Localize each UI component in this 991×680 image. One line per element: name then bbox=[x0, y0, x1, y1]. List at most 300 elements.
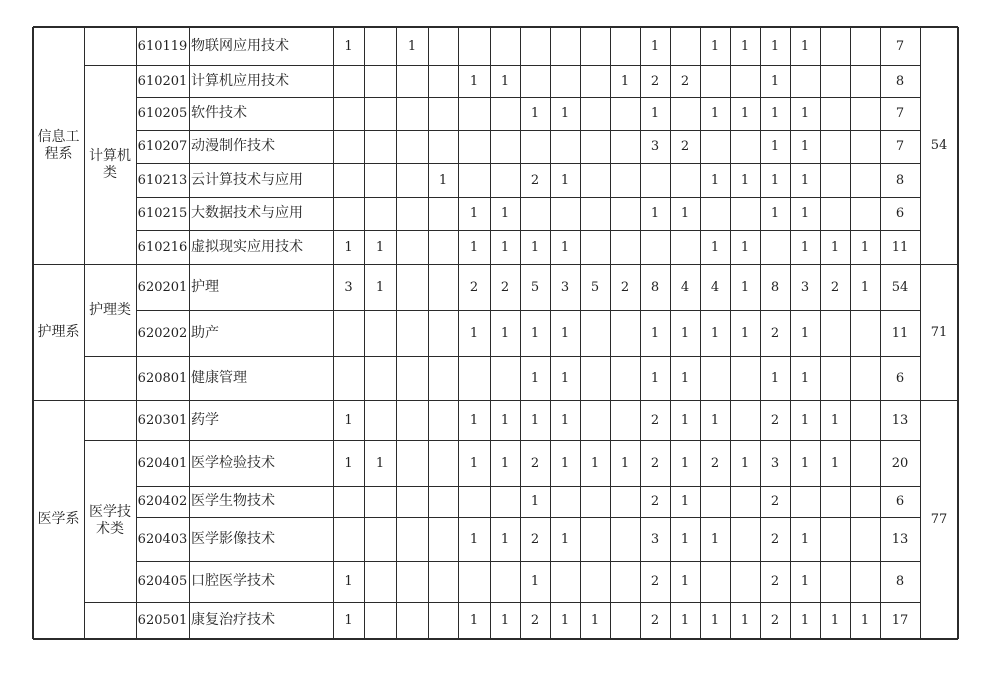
count-cell: 1 bbox=[710, 172, 720, 188]
count-cell bbox=[700, 65, 730, 97]
count-cell bbox=[610, 163, 640, 197]
count-cell: 2 bbox=[650, 613, 660, 628]
count-cell bbox=[333, 65, 364, 97]
category-name: 计算机类 bbox=[89, 147, 131, 181]
row-subtotal: 6 bbox=[895, 370, 905, 386]
count-cell bbox=[490, 356, 520, 400]
department-total: 71 bbox=[930, 324, 948, 340]
table-rule bbox=[396, 27, 397, 639]
count-cell bbox=[670, 163, 700, 197]
count-cell: 3 bbox=[650, 139, 660, 154]
count-cell bbox=[490, 130, 520, 163]
row-subtotal: 13 bbox=[891, 412, 909, 428]
count-cell: 2 bbox=[770, 494, 780, 509]
count-cell: 1 bbox=[530, 412, 540, 428]
table-rule bbox=[84, 440, 920, 441]
count-cell: 1 bbox=[344, 38, 353, 54]
count-cell bbox=[610, 230, 640, 264]
count-cell bbox=[700, 197, 730, 230]
table-rule bbox=[136, 27, 137, 639]
count-cell: 1 bbox=[590, 613, 600, 628]
count-cell: 1 bbox=[500, 239, 510, 255]
table-rule bbox=[957, 27, 959, 639]
major-name: 医学影像技术 bbox=[191, 530, 275, 547]
count-cell bbox=[428, 486, 458, 517]
count-cell bbox=[700, 486, 730, 517]
count-cell: 8 bbox=[650, 279, 660, 295]
count-cell bbox=[550, 486, 580, 517]
count-cell: 1 bbox=[770, 206, 780, 221]
table-rule bbox=[84, 602, 920, 603]
major-code: 620801 bbox=[137, 370, 188, 386]
count-cell bbox=[820, 561, 850, 602]
count-cell bbox=[396, 130, 428, 163]
row-subtotal: 20 bbox=[891, 455, 909, 471]
count-cell bbox=[364, 97, 396, 130]
count-cell: 1 bbox=[800, 531, 810, 547]
count-cell bbox=[396, 561, 428, 602]
count-cell: 1 bbox=[800, 239, 810, 255]
count-cell bbox=[550, 27, 580, 65]
count-cell: 2 bbox=[500, 279, 510, 295]
count-cell bbox=[428, 27, 458, 65]
count-cell: 1 bbox=[530, 325, 540, 341]
count-cell bbox=[820, 486, 850, 517]
row-subtotal: 54 bbox=[891, 279, 909, 295]
count-cell: 1 bbox=[344, 574, 353, 589]
count-cell: 1 bbox=[830, 239, 840, 255]
count-cell bbox=[396, 517, 428, 561]
count-cell: 1 bbox=[740, 106, 750, 121]
count-cell bbox=[580, 310, 610, 356]
count-cell bbox=[396, 400, 428, 440]
count-cell: 3 bbox=[770, 455, 780, 471]
count-cell: 2 bbox=[770, 613, 780, 628]
count-cell: 8 bbox=[770, 279, 780, 295]
category-name: 医学技术类 bbox=[89, 504, 131, 537]
count-cell: 1 bbox=[469, 239, 479, 255]
count-cell bbox=[610, 356, 640, 400]
count-cell bbox=[850, 561, 880, 602]
count-cell bbox=[364, 163, 396, 197]
count-cell: 1 bbox=[770, 172, 780, 188]
count-cell: 1 bbox=[530, 106, 540, 121]
count-cell bbox=[610, 310, 640, 356]
count-cell bbox=[850, 163, 880, 197]
table-rule bbox=[880, 27, 881, 639]
count-cell bbox=[396, 602, 428, 639]
count-cell bbox=[333, 97, 364, 130]
count-cell bbox=[520, 65, 550, 97]
row-subtotal: 8 bbox=[895, 172, 905, 188]
count-cell: 1 bbox=[344, 239, 353, 255]
count-cell: 1 bbox=[560, 239, 570, 255]
count-cell: 2 bbox=[680, 73, 690, 89]
major-code: 620403 bbox=[137, 531, 188, 547]
count-cell bbox=[730, 486, 760, 517]
count-cell bbox=[396, 264, 428, 310]
count-cell bbox=[670, 230, 700, 264]
count-cell bbox=[364, 486, 396, 517]
count-cell: 5 bbox=[590, 279, 600, 295]
count-cell bbox=[364, 310, 396, 356]
count-cell: 1 bbox=[469, 531, 479, 547]
major-code: 610205 bbox=[137, 106, 188, 121]
row-subtotal: 7 bbox=[895, 139, 905, 154]
count-cell bbox=[428, 97, 458, 130]
major-name: 软件技术 bbox=[191, 105, 247, 121]
table-rule bbox=[760, 27, 761, 639]
count-cell: 2 bbox=[650, 455, 660, 471]
count-cell: 1 bbox=[530, 494, 540, 509]
count-cell: 1 bbox=[770, 38, 780, 54]
count-cell bbox=[333, 517, 364, 561]
count-cell bbox=[820, 356, 850, 400]
count-cell bbox=[580, 163, 610, 197]
count-cell bbox=[610, 27, 640, 65]
count-cell: 1 bbox=[375, 239, 385, 255]
row-subtotal: 6 bbox=[895, 206, 905, 221]
count-cell bbox=[700, 561, 730, 602]
count-cell: 1 bbox=[710, 239, 720, 255]
table-rule bbox=[136, 517, 920, 518]
count-cell bbox=[790, 486, 820, 517]
count-cell bbox=[850, 400, 880, 440]
count-cell: 1 bbox=[680, 613, 690, 628]
count-cell: 1 bbox=[680, 370, 690, 386]
count-cell bbox=[610, 486, 640, 517]
count-cell: 1 bbox=[770, 106, 780, 121]
table-rule bbox=[84, 356, 920, 357]
count-cell bbox=[580, 561, 610, 602]
count-cell bbox=[396, 230, 428, 264]
count-cell: 2 bbox=[530, 172, 540, 188]
count-cell: 1 bbox=[500, 531, 510, 547]
count-cell: 1 bbox=[860, 613, 870, 628]
count-cell: 1 bbox=[344, 412, 353, 428]
count-cell: 3 bbox=[344, 279, 353, 295]
count-cell: 1 bbox=[650, 325, 660, 341]
count-cell bbox=[700, 356, 730, 400]
count-cell bbox=[730, 130, 760, 163]
count-cell: 1 bbox=[560, 370, 570, 386]
count-cell bbox=[790, 65, 820, 97]
count-cell bbox=[730, 197, 760, 230]
count-cell: 1 bbox=[740, 172, 750, 188]
major-code: 620402 bbox=[137, 494, 188, 509]
count-cell: 1 bbox=[740, 455, 750, 471]
count-cell: 1 bbox=[860, 279, 870, 295]
row-subtotal: 17 bbox=[891, 613, 909, 628]
major-name: 虚拟现实应用技术 bbox=[191, 238, 303, 255]
count-cell: 1 bbox=[680, 531, 690, 547]
count-cell bbox=[850, 65, 880, 97]
count-cell: 1 bbox=[830, 412, 840, 428]
count-cell bbox=[580, 486, 610, 517]
table-rule bbox=[640, 27, 641, 639]
table-rule bbox=[790, 27, 791, 639]
count-cell bbox=[850, 356, 880, 400]
table-rule bbox=[333, 27, 334, 639]
count-cell: 1 bbox=[710, 613, 720, 628]
count-cell: 1 bbox=[800, 38, 810, 54]
major-name: 康复治疗技术 bbox=[191, 612, 275, 628]
count-cell bbox=[520, 197, 550, 230]
count-cell: 1 bbox=[469, 412, 479, 428]
count-cell: 1 bbox=[469, 325, 479, 341]
row-subtotal: 8 bbox=[895, 574, 905, 589]
count-cell bbox=[333, 310, 364, 356]
count-cell: 1 bbox=[680, 455, 690, 471]
count-cell: 1 bbox=[500, 613, 510, 628]
count-cell bbox=[396, 486, 428, 517]
count-cell: 1 bbox=[770, 370, 780, 386]
table-rule bbox=[850, 27, 851, 639]
row-subtotal: 8 bbox=[895, 73, 905, 89]
table-rule bbox=[428, 27, 429, 639]
major-name: 助产 bbox=[191, 324, 219, 341]
count-cell bbox=[428, 517, 458, 561]
major-code: 620401 bbox=[137, 455, 188, 471]
department-name: 医学系 bbox=[37, 511, 80, 527]
count-cell: 1 bbox=[710, 106, 720, 121]
table-rule bbox=[84, 65, 920, 66]
major-name: 医学生物技术 bbox=[191, 493, 275, 509]
row-subtotal: 7 bbox=[895, 38, 905, 54]
count-cell: 2 bbox=[530, 531, 540, 547]
count-cell bbox=[820, 97, 850, 130]
count-cell bbox=[364, 602, 396, 639]
count-cell: 1 bbox=[620, 455, 630, 471]
count-cell bbox=[610, 517, 640, 561]
count-cell: 5 bbox=[530, 279, 540, 295]
count-cell: 1 bbox=[560, 613, 570, 628]
count-cell bbox=[580, 27, 610, 65]
count-cell: 2 bbox=[650, 412, 660, 428]
count-cell: 1 bbox=[560, 412, 570, 428]
table-rule bbox=[136, 310, 920, 311]
count-cell bbox=[580, 97, 610, 130]
count-cell bbox=[580, 197, 610, 230]
table-rule bbox=[700, 27, 701, 639]
major-name: 计算机应用技术 bbox=[191, 72, 289, 89]
count-cell: 1 bbox=[800, 139, 810, 154]
table-rule bbox=[550, 27, 551, 639]
count-cell: 2 bbox=[770, 574, 780, 589]
count-cell bbox=[428, 400, 458, 440]
table-rule bbox=[920, 27, 921, 639]
category-name: 护理类 bbox=[89, 301, 131, 318]
count-cell bbox=[610, 602, 640, 639]
major-name: 物联网应用技术 bbox=[191, 37, 289, 54]
count-cell: 1 bbox=[500, 73, 510, 89]
count-cell bbox=[520, 27, 550, 65]
count-cell bbox=[490, 486, 520, 517]
table-rule bbox=[136, 197, 920, 198]
count-cell: 1 bbox=[740, 38, 750, 54]
count-cell: 1 bbox=[680, 412, 690, 428]
count-cell: 1 bbox=[740, 239, 750, 255]
count-cell: 2 bbox=[650, 73, 660, 89]
count-cell: 1 bbox=[800, 412, 810, 428]
department-total: 77 bbox=[930, 512, 948, 527]
count-cell: 1 bbox=[469, 73, 479, 89]
count-cell bbox=[850, 97, 880, 130]
count-cell bbox=[364, 561, 396, 602]
count-cell: 2 bbox=[650, 574, 660, 589]
count-cell: 1 bbox=[530, 239, 540, 255]
major-code: 610201 bbox=[137, 73, 188, 89]
count-cell bbox=[850, 197, 880, 230]
count-cell bbox=[333, 356, 364, 400]
count-cell bbox=[428, 561, 458, 602]
count-cell: 1 bbox=[530, 370, 540, 386]
table-rule bbox=[136, 561, 920, 562]
count-cell: 1 bbox=[500, 206, 510, 221]
count-cell bbox=[850, 440, 880, 486]
count-cell bbox=[428, 197, 458, 230]
count-cell: 1 bbox=[560, 455, 570, 471]
count-cell bbox=[550, 197, 580, 230]
count-cell: 2 bbox=[530, 455, 540, 471]
count-cell: 1 bbox=[620, 73, 630, 89]
count-cell bbox=[490, 27, 520, 65]
count-cell: 1 bbox=[680, 494, 690, 509]
count-cell: 3 bbox=[650, 531, 660, 547]
count-cell: 1 bbox=[560, 172, 570, 188]
count-cell bbox=[550, 65, 580, 97]
count-cell bbox=[610, 561, 640, 602]
count-cell: 1 bbox=[710, 38, 720, 54]
count-cell bbox=[820, 65, 850, 97]
count-cell: 2 bbox=[620, 279, 630, 295]
count-cell: 4 bbox=[710, 279, 720, 295]
count-cell bbox=[730, 65, 760, 97]
count-cell bbox=[458, 163, 490, 197]
count-cell: 1 bbox=[344, 613, 353, 628]
count-cell: 1 bbox=[650, 206, 660, 221]
table-rule bbox=[458, 27, 459, 639]
count-cell bbox=[640, 163, 670, 197]
count-cell bbox=[730, 400, 760, 440]
major-code: 620405 bbox=[137, 574, 188, 589]
count-cell bbox=[730, 517, 760, 561]
table-rule bbox=[136, 97, 920, 98]
count-cell: 1 bbox=[375, 455, 385, 471]
count-cell: 2 bbox=[680, 139, 690, 154]
count-cell: 2 bbox=[469, 279, 479, 295]
table-rule bbox=[490, 27, 491, 639]
major-code: 620202 bbox=[137, 325, 188, 341]
count-cell bbox=[580, 356, 610, 400]
table-rule bbox=[670, 27, 671, 639]
count-cell: 1 bbox=[800, 574, 810, 589]
count-cell: 1 bbox=[740, 325, 750, 341]
count-cell bbox=[820, 163, 850, 197]
count-cell: 1 bbox=[800, 370, 810, 386]
count-cell bbox=[396, 310, 428, 356]
table-rule bbox=[84, 27, 85, 639]
count-cell bbox=[364, 197, 396, 230]
count-cell bbox=[580, 517, 610, 561]
count-cell: 2 bbox=[650, 494, 660, 509]
count-cell bbox=[820, 197, 850, 230]
count-cell bbox=[333, 197, 364, 230]
table-rule bbox=[364, 27, 365, 639]
count-cell bbox=[580, 65, 610, 97]
count-cell bbox=[396, 163, 428, 197]
count-cell: 1 bbox=[710, 531, 720, 547]
major-code: 620501 bbox=[137, 613, 188, 628]
count-cell: 1 bbox=[560, 106, 570, 121]
count-cell bbox=[580, 230, 610, 264]
table-rule bbox=[136, 130, 920, 131]
count-cell: 1 bbox=[830, 455, 840, 471]
count-cell bbox=[458, 27, 490, 65]
major-name: 大数据技术与应用 bbox=[191, 205, 303, 221]
count-cell bbox=[458, 97, 490, 130]
row-subtotal: 7 bbox=[895, 106, 905, 121]
count-cell bbox=[428, 602, 458, 639]
count-cell bbox=[364, 517, 396, 561]
count-cell bbox=[850, 486, 880, 517]
count-cell: 1 bbox=[560, 325, 570, 341]
count-cell: 1 bbox=[680, 325, 690, 341]
major-code: 620201 bbox=[137, 279, 188, 295]
table-rule bbox=[189, 27, 190, 639]
major-code: 610119 bbox=[137, 38, 188, 54]
table-rule bbox=[820, 27, 821, 639]
count-cell: 1 bbox=[740, 613, 750, 628]
major-name: 口腔医学技术 bbox=[191, 573, 275, 589]
table-rule bbox=[730, 27, 731, 639]
count-cell: 3 bbox=[560, 279, 570, 295]
count-cell: 1 bbox=[680, 574, 690, 589]
count-cell: 1 bbox=[800, 325, 810, 341]
department-total: 54 bbox=[930, 138, 948, 153]
major-code: 610207 bbox=[137, 139, 188, 154]
count-cell bbox=[850, 310, 880, 356]
count-cell: 1 bbox=[650, 38, 660, 54]
count-cell bbox=[458, 561, 490, 602]
count-cell bbox=[640, 230, 670, 264]
count-cell bbox=[610, 130, 640, 163]
count-cell: 1 bbox=[530, 574, 540, 589]
count-cell: 1 bbox=[800, 172, 810, 188]
count-cell: 1 bbox=[500, 455, 510, 471]
count-cell: 1 bbox=[469, 206, 479, 221]
count-cell: 1 bbox=[469, 613, 479, 628]
count-cell: 1 bbox=[680, 206, 690, 221]
table-rule bbox=[136, 163, 920, 164]
count-cell bbox=[333, 163, 364, 197]
count-cell: 1 bbox=[650, 106, 660, 121]
count-cell bbox=[428, 356, 458, 400]
count-cell bbox=[428, 65, 458, 97]
major-name: 健康管理 bbox=[191, 369, 247, 386]
count-cell: 1 bbox=[407, 38, 417, 54]
count-cell bbox=[760, 230, 790, 264]
count-cell bbox=[428, 264, 458, 310]
table-rule bbox=[136, 230, 920, 231]
count-cell bbox=[820, 517, 850, 561]
count-cell bbox=[550, 130, 580, 163]
count-cell bbox=[428, 230, 458, 264]
count-cell bbox=[610, 97, 640, 130]
department-name: 信息工程系 bbox=[37, 128, 80, 162]
count-cell bbox=[333, 486, 364, 517]
count-cell: 1 bbox=[710, 325, 720, 341]
